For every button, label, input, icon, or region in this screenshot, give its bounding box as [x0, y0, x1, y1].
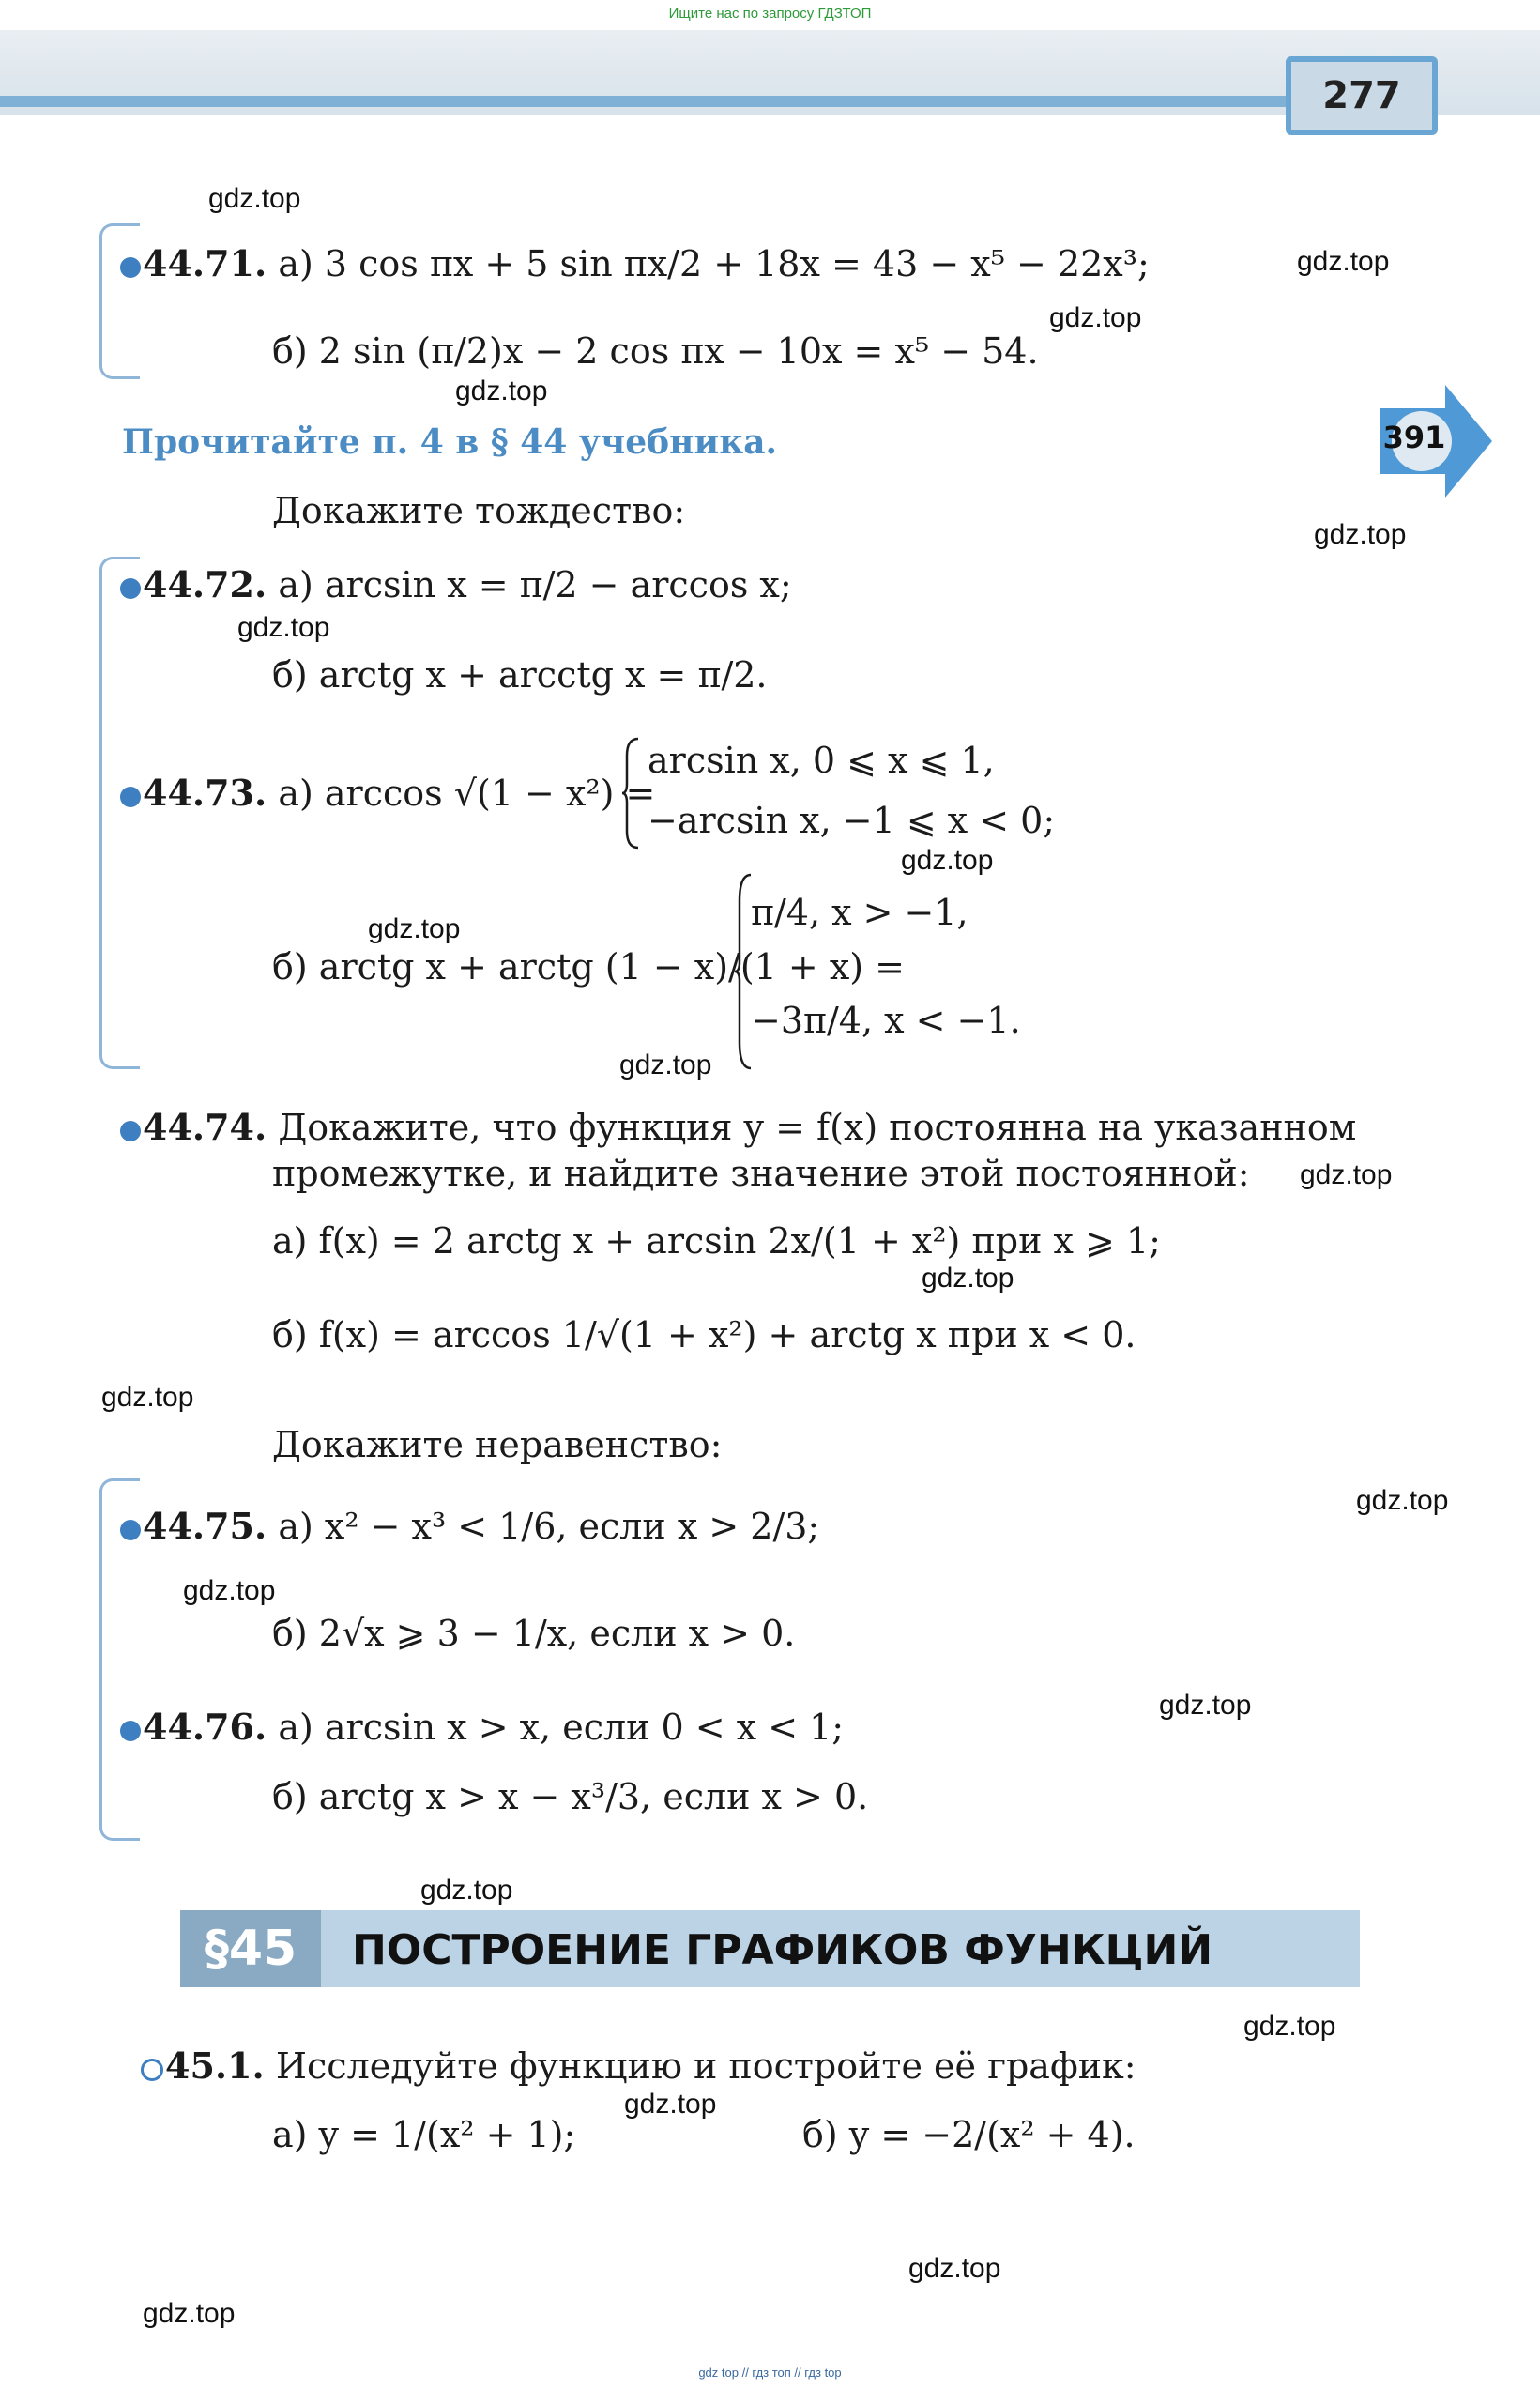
watermark: gdz.top	[183, 1575, 276, 1606]
case-1: arcsin x, 0 ⩽ x ⩽ 1,	[648, 740, 995, 781]
watermark: gdz.top	[922, 1263, 1014, 1294]
watermark: gdz.top	[619, 1049, 712, 1080]
part-a: а) 3 cos πx + 5 sin πx/2 + 18x = 43 − x⁵ − 22x³;	[278, 243, 1150, 284]
problem-text-cont: промежутке, и найдите значение этой постоянной:	[272, 1153, 1250, 1194]
problem-45-1-part-b: б) y = −2/(x² + 4).	[802, 2114, 1136, 2155]
bottom-note: gdz top // гдз топ // гдз top	[698, 2366, 842, 2380]
brace-icon	[734, 873, 753, 1070]
brace-icon	[621, 737, 640, 850]
top-note: Ищите нас по запросу ГДЗТОП	[668, 6, 872, 22]
watermark: gdz.top	[1356, 1485, 1449, 1516]
heading-identity: Докажите тождество:	[272, 490, 686, 531]
problem-44-76	[120, 1706, 844, 1748]
part-a: а) x² − x³ < 1/6, если x > 2/3;	[278, 1506, 820, 1547]
problem-number: 44.75.	[143, 1505, 267, 1547]
difficulty-dot-icon	[120, 578, 141, 599]
header-line	[0, 96, 1295, 107]
problem-45-1	[141, 2044, 1136, 2087]
side-marker: 391	[1382, 420, 1446, 455]
watermark: gdz.top	[1159, 1690, 1252, 1721]
section-number: §45	[180, 1910, 321, 1987]
problem-44-75	[120, 1505, 819, 1547]
problem-number: 44.72.	[143, 563, 267, 605]
problem-text: Исследуйте функцию и постройте её график:	[275, 2045, 1136, 2087]
problem-number: 45.1.	[165, 2044, 265, 2087]
watermark: gdz.top	[455, 375, 548, 406]
problem-44-71	[120, 242, 1150, 284]
problem-number: 44.73.	[143, 772, 267, 814]
watermark: gdz.top	[1297, 246, 1390, 277]
difficulty-dot-icon	[120, 1121, 141, 1141]
part-a: а) arcsin x = π/2 − arccos x;	[278, 564, 792, 605]
problem-number: 44.76.	[143, 1706, 267, 1748]
watermark: gdz.top	[143, 2298, 236, 2329]
watermark: gdz.top	[908, 2253, 1001, 2284]
difficulty-dot-icon	[120, 787, 141, 807]
part-a: а) arcsin x > x, если 0 < x < 1;	[278, 1707, 845, 1748]
case-1: π/4, x > −1,	[751, 892, 968, 933]
difficulty-dot-icon	[120, 257, 141, 278]
watermark: gdz.top	[101, 1382, 194, 1413]
difficulty-circle-icon	[141, 2059, 163, 2081]
difficulty-dot-icon	[120, 1721, 141, 1741]
watermark: gdz.top	[208, 183, 301, 214]
case-2: −3π/4, x < −1.	[751, 1000, 1021, 1041]
watermark: gdz.top	[1049, 302, 1142, 333]
problem-44-71-part-b: б) 2 sin (π/2)x − 2 cos πx − 10x = x⁵ − 54.	[272, 330, 1039, 372]
problem-44-72-part-b: б) arctg x + arcctg x = π/2.	[272, 654, 768, 696]
problem-44-73	[120, 772, 655, 814]
part-a: а) arccos √(1 − x²) =	[278, 773, 656, 814]
problem-44-74-part-a: а) f(x) = 2 arctg x + arcsin 2x/(1 + x²) при x ⩾ 1;	[272, 1220, 1161, 1262]
problem-44-73-part-b: б) arctg x + arctg (1 − x)/(1 + x) =	[272, 946, 905, 988]
watermark: gdz.top	[1243, 2011, 1336, 2042]
problem-44-75-part-b: б) 2√x ⩾ 3 − 1/x, если x > 0.	[272, 1613, 796, 1654]
problem-45-1-part-a: а) y = 1/(x² + 1);	[272, 2114, 576, 2155]
problem-44-72	[120, 563, 792, 605]
case-2: −arcsin x, −1 ⩽ x < 0;	[648, 800, 1056, 841]
problem-44-74	[120, 1106, 1356, 1148]
problem-44-74-part-b: б) f(x) = arccos 1/√(1 + x²) + arctg x при x < 0.	[272, 1314, 1136, 1355]
page-number: 277	[1286, 56, 1438, 135]
watermark: gdz.top	[1300, 1159, 1393, 1190]
heading-inequality: Докажите неравенство:	[272, 1424, 723, 1465]
problem-44-76-part-b: б) arctg x > x − x³/3, если x > 0.	[272, 1776, 869, 1817]
section-title: ПОСТРОЕНИЕ ГРАФИКОВ ФУНКЦИЙ	[352, 1926, 1213, 1974]
difficulty-dot-icon	[120, 1520, 141, 1540]
problem-number: 44.74.	[143, 1106, 267, 1148]
watermark: gdz.top	[237, 612, 330, 643]
watermark: gdz.top	[1314, 519, 1407, 550]
problem-text: Докажите, что функция y = f(x) постоянна на указанном	[278, 1107, 1357, 1148]
problem-number: 44.71.	[143, 242, 267, 284]
textbook-hint: Прочитайте п. 4 в § 44 учебника.	[122, 422, 778, 462]
watermark: gdz.top	[420, 1875, 513, 1906]
watermark: gdz.top	[368, 913, 461, 944]
watermark: gdz.top	[624, 2089, 717, 2120]
watermark: gdz.top	[901, 845, 994, 876]
